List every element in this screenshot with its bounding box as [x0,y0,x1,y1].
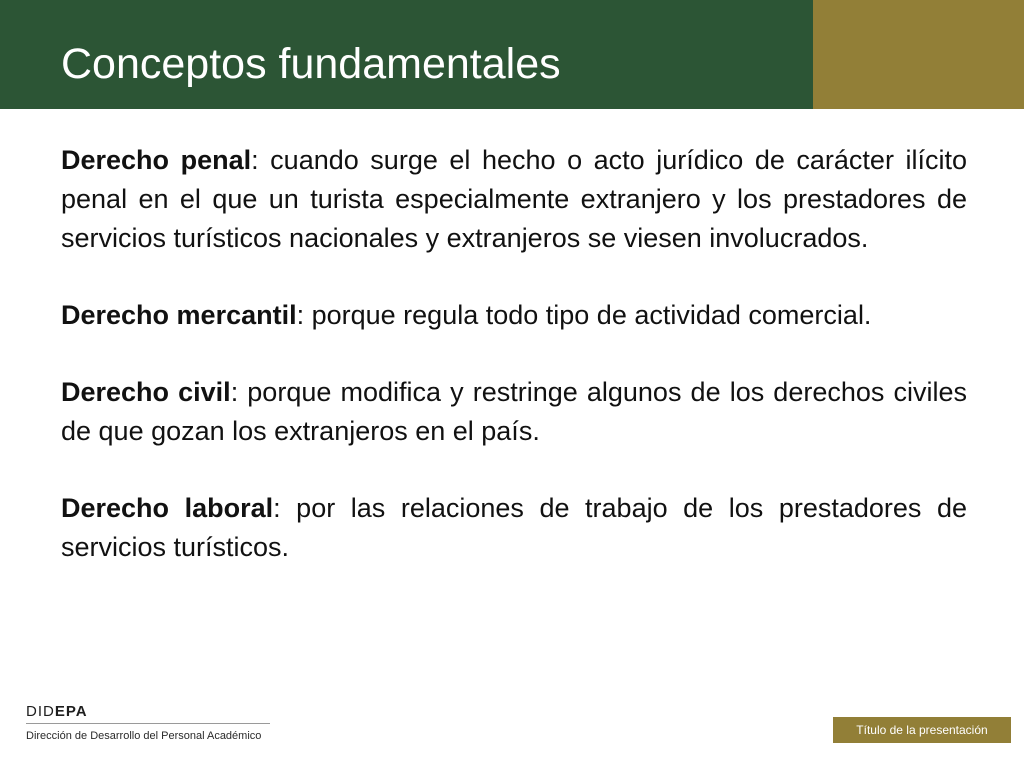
term-label: Derecho penal [61,145,252,175]
paragraph-derecho-civil [61,373,967,451]
paragraph-derecho-mercantil [61,296,967,335]
term-description: : por las relaciones de trabajo de los prestadores de servicios turísticos. [61,493,967,562]
term-label: Derecho laboral [61,493,274,523]
logo-wordmark [26,703,272,720]
presentation-title-tag: Título de la presentación [833,717,1011,743]
term-label: Derecho civil [61,377,231,407]
title-bar-accent [813,0,1024,109]
logo-suffix: EPA [54,703,88,720]
slide-body [61,141,967,605]
term-description: : porque modifica y restringe algunos de los derechos civiles de que gozan los extranjeros en el país. [61,377,967,446]
logo-subtitle: Dirección de Desarrollo del Personal Académico [26,730,262,742]
didepa-logo [26,703,272,743]
paragraph-derecho-penal [61,141,967,258]
term-label: Derecho mercantil [61,300,297,330]
logo-divider [26,723,270,724]
title-bar [0,0,813,109]
term-description: : cuando surge el hecho o acto jurídico de carácter ilícito penal en el que un turista especialmente extranjero y los prestadores de servicios turísticos nacionales y extranjeros se viesen involucrados. [61,145,968,253]
paragraph-derecho-laboral [61,489,967,567]
term-description: : porque regula todo tipo de actividad comercial. [296,300,872,330]
slide-title: Conceptos fundamentales [61,40,561,88]
logo-prefix: DID [26,703,55,720]
